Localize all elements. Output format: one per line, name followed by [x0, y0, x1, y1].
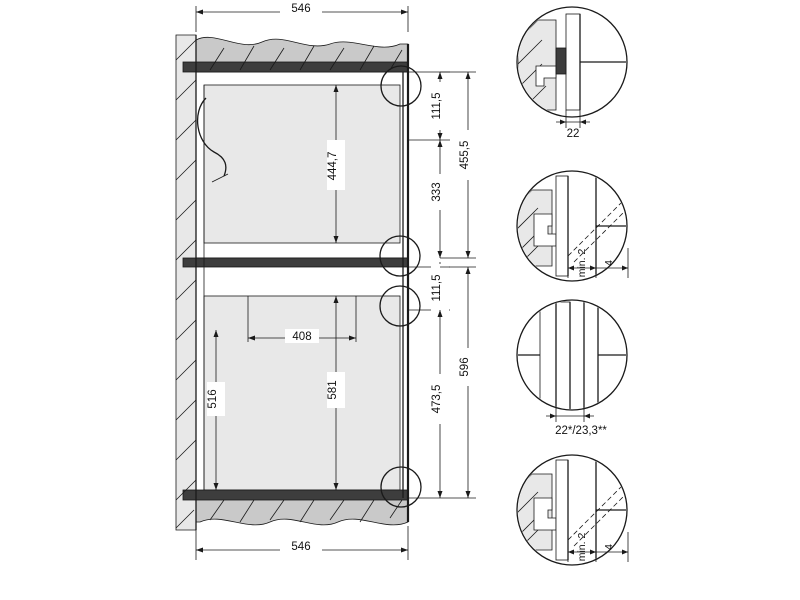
detail-3-panel-b: [556, 302, 570, 410]
detail-4-profile: [534, 498, 556, 530]
detail-1-dark-block: [556, 48, 566, 74]
detail-4-dim-4-label: 4: [603, 544, 615, 550]
detail-2-dim-min2-label: min. 2: [576, 248, 588, 278]
dim-upper-333: [431, 140, 449, 258]
middle-divider-rail: [183, 258, 408, 267]
detail-2-profile: [534, 214, 556, 246]
upper-door-top-rail: [183, 62, 408, 72]
detail-2-door-panel: [556, 176, 568, 276]
dim-inner-width-408-label: 408: [292, 331, 312, 343]
upper-cavity: [204, 85, 400, 243]
dim-lower-total-label: 596: [459, 357, 471, 377]
detail-1-dim-22: [556, 110, 590, 140]
detail-1-cabinet: [518, 20, 556, 110]
dim-upper-top-offset: [408, 72, 450, 140]
lower-door-bottom-rail: [183, 490, 408, 500]
detail-view-top-right: [517, 7, 628, 140]
dim-lower-516-label: 516: [207, 389, 219, 409]
dim-bottom-width: [196, 526, 408, 560]
dim-lower-top-offset-label: 111,5: [431, 274, 443, 302]
dim-top-width: [196, 1, 408, 32]
detail-1-dim-label: 22: [566, 128, 580, 140]
detail-3-panel-a: [540, 302, 556, 410]
detail-1-door-panel: [566, 14, 580, 110]
dim-upper-total-label: 455,5: [459, 140, 471, 170]
detail-view-bottom-right: [514, 455, 628, 565]
dim-upper-top-offset-label: 111,5: [431, 92, 443, 120]
detail-view-lower-middle: [517, 300, 630, 437]
detail-2-dim-4-label: 4: [603, 260, 615, 266]
main-front-section-view: [176, 1, 477, 560]
lower-cavity: [204, 296, 400, 490]
dim-top-width-label: 546: [291, 3, 311, 15]
dim-lower-473: [431, 310, 449, 498]
bottom-break-band: [196, 498, 408, 525]
detail-4-dim-min2-label: min. 2: [576, 532, 588, 562]
detail-4-dim-min2: [568, 532, 596, 562]
detail-3-panel-c: [584, 302, 598, 410]
dim-bottom-width-label: 546: [291, 541, 311, 553]
dim-lower-473-label: 473,5: [431, 384, 443, 414]
detail-3-dim-label: 22*/23,3**: [555, 425, 607, 437]
detail-view-upper-middle: [514, 171, 628, 281]
dim-lower-581-label: 581: [327, 380, 339, 400]
detail-4-door-panel: [556, 460, 568, 560]
dim-upper-333-label: 333: [431, 182, 443, 202]
detail-2-dim-min2: [568, 248, 596, 278]
dim-upper-cavity-height-label: 444,7: [327, 151, 339, 181]
